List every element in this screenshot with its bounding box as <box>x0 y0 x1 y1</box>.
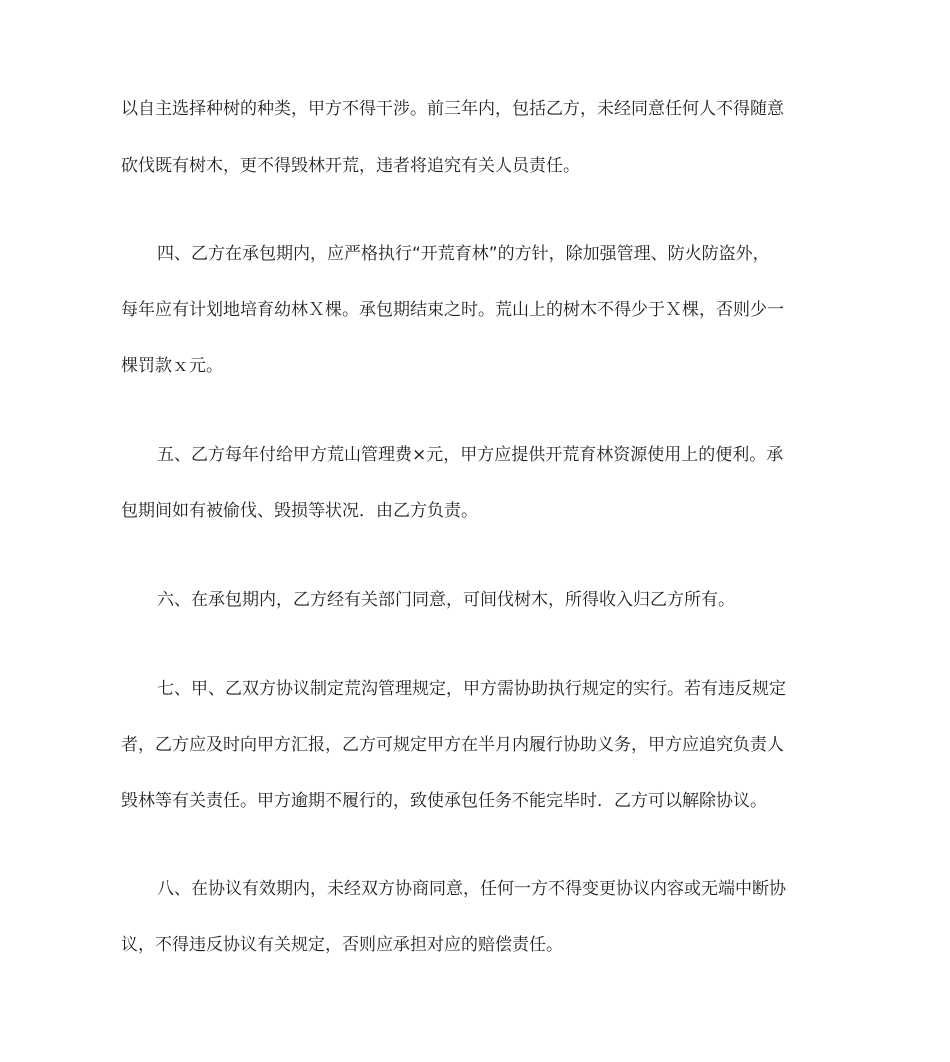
text-line: 毁林等有关责任。甲方逾期不履行的，致使承包任务不能完毕时．乙方可以解除协议。 <box>121 791 767 811</box>
text-line: 六、在承包期内，乙方经有关部门同意，可间伐树木，所得收入归乙方所有。 <box>157 590 735 610</box>
text-line: 每年应有计划地培育幼林Ｘ棵。承包期结束之时。荒山上的树木不得少于Ｘ棵，否则少一 <box>121 300 784 320</box>
text-line: 四、乙方在承包期内，应严格执行“开荒育林”的方针，除加强管理、防火防盗外， <box>157 244 770 264</box>
text-line: 棵罚款ｘ元。 <box>121 356 223 376</box>
text-line: 七、甲、乙双方协议制定荒沟管理规定，甲方需协助执行规定的实行。若有违反规定 <box>157 679 786 699</box>
text-line: 以自主选择种树的种类，甲方不得干涉。前三年内，包括乙方，未经同意任何人不得随意 <box>121 99 784 119</box>
text-line: 议，不得违反协议有关规定，否则应承担对应的赔偿责任。 <box>121 935 563 955</box>
text-line: 五、乙方每年付给甲方荒山管理费×元，甲方应提供开荒育林资源使用上的便利。承 <box>157 445 784 465</box>
text-line: 包期间如有被偷伐、毁损等状况．由乙方负责。 <box>121 501 478 521</box>
text-line: 砍伐既有树木，更不得毁林开荒，违者将追究有关人员责任。 <box>121 156 580 176</box>
text-line: 者，乙方应及时向甲方汇报，乙方可规定甲方在半月内履行协助义务，甲方应追究负责人 <box>121 735 784 755</box>
text-line: 八、在协议有效期内，未经双方协商同意，任何一方不得变更协议内容或无端中断协 <box>157 879 786 899</box>
